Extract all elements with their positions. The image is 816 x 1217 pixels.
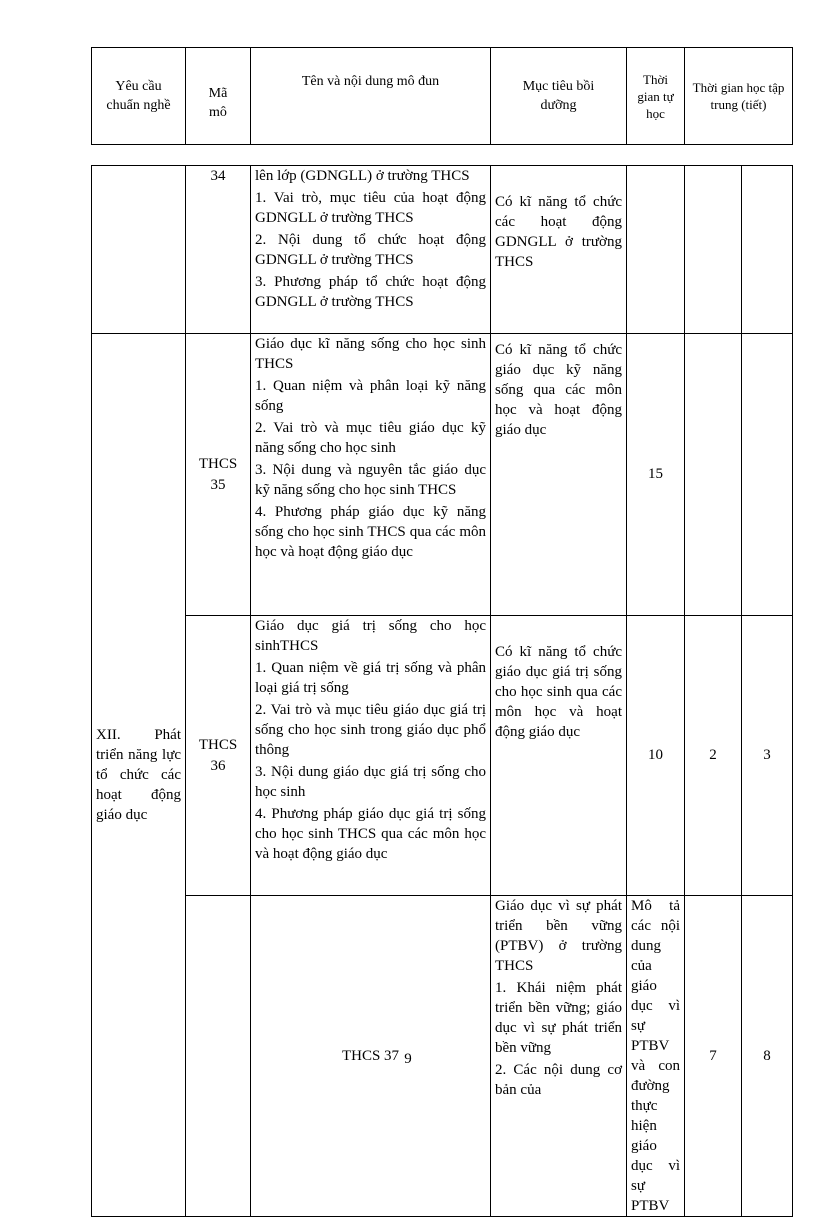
header-objective: Mục tiêu bồi dưỡng: [491, 48, 627, 145]
self-study-hours: [627, 166, 685, 334]
module-code: THCS 37: [251, 896, 491, 1217]
module-objective: Có kĩ năng tổ chức giáo dục giá trị sống cho học sinh qua các môn học và hoạt động giáo dục: [491, 616, 627, 896]
module-content: [251, 166, 491, 334]
module-content: [251, 334, 491, 616]
header-self-study: Thời gian tự học: [627, 48, 685, 145]
module-objective: Mô tả các nội dung của giáo dục vì sự PTBV và con đường thực hiện giáo dục vì sự PTBV: [627, 896, 685, 1217]
module-item: 4. Phương pháp giáo dục giá trị sống cho học sinh THCS qua các môn học và hoạt động giáo dục: [255, 806, 486, 862]
module-title: Giáo dục vì sự phát triển bền vững (PTBV) ở trường THCS: [495, 898, 622, 974]
module-content: [251, 616, 491, 896]
category-cell-top: [92, 166, 186, 334]
table-row: [92, 166, 793, 334]
header-table: [91, 47, 793, 145]
module-item: 3. Phương pháp tổ chức hoạt động GDNGLL ở trường THCS: [255, 274, 486, 310]
module-item: 3. Nội dung giáo dục giá trị sống cho học sinh: [255, 764, 486, 800]
page-number: 9: [404, 1051, 412, 1067]
module-objective: Có kĩ năng tổ chức các hoạt động GDNGLL ở trường THCS: [491, 166, 627, 334]
header-requirement: Yêu cầu chuẩn nghề: [92, 48, 186, 145]
self-study-hours: 10: [627, 616, 685, 896]
concentrated-hours-a: 8: [742, 896, 793, 1217]
self-study-hours: 15: [627, 334, 685, 616]
module-item: 1. Quan niệm về giá trị sống và phân loại giá trị sống: [255, 660, 486, 696]
header-code: Mã mô: [186, 48, 251, 145]
module-item: 2. Nội dung tổ chức hoạt động GDNGLL ở trường THCS: [255, 232, 486, 268]
module-title: Giáo dục kĩ năng sống cho học sinh THCS: [255, 336, 486, 372]
module-objective: Có kĩ năng tổ chức giáo dục kỹ năng sống qua các môn học và hoạt động giáo dục: [491, 334, 627, 616]
concentrated-hours-b: [742, 334, 793, 616]
module-title: lên lớp (GDNGLL) ở trường THCS: [255, 168, 470, 184]
concentrated-hours-b: [742, 166, 793, 334]
table-row: [92, 334, 793, 616]
header-concentrated: Thời gian học tập trung (tiết): [685, 48, 793, 145]
module-title: Giáo dục giá trị sống cho học sinhTHCS: [255, 618, 486, 654]
module-item: 1. Quan niệm và phân loại kỹ năng sống: [255, 378, 486, 414]
module-code: 34: [186, 166, 251, 334]
module-item: 2. Vai trò và mục tiêu giáo dục kỹ năng sống cho học sinh: [255, 420, 486, 456]
module-item: 2. Các nội dung cơ bản của: [495, 1062, 622, 1098]
concentrated-hours-a: [685, 166, 742, 334]
concentrated-hours-b: 3: [742, 616, 793, 896]
module-item: 3. Nội dung và nguyên tắc giáo dục kỹ năng sống cho học sinh THCS: [255, 462, 486, 498]
concentrated-hours-a: [685, 334, 742, 616]
module-item: 2. Vai trò và mục tiêu giáo dục giá trị sống cho học sinh trong giáo dục phổ thông: [255, 702, 486, 758]
module-code: THCS 36: [186, 616, 251, 896]
self-study-hours: 7: [685, 896, 742, 1217]
module-item: 1. Vai trò, mục tiêu của hoạt động GDNGLL ở trường THCS: [255, 190, 486, 226]
module-item: 4. Phương pháp giáo dục kỹ năng sống cho học sinh THCS qua các môn học và hoạt động giáo dục: [255, 504, 486, 560]
header-module: Tên và nội dung mô đun: [251, 48, 491, 145]
competency-category: XII. Phát triển năng lực tổ chức các hoạt động giáo dục: [92, 334, 186, 1217]
concentrated-hours-a: 2: [685, 616, 742, 896]
module-item: 1. Khái niệm phát triển bền vững; giáo dục vì sự phát triển bền vững: [495, 980, 622, 1056]
table-row: [92, 616, 793, 896]
module-code: THCS 35: [186, 334, 251, 616]
